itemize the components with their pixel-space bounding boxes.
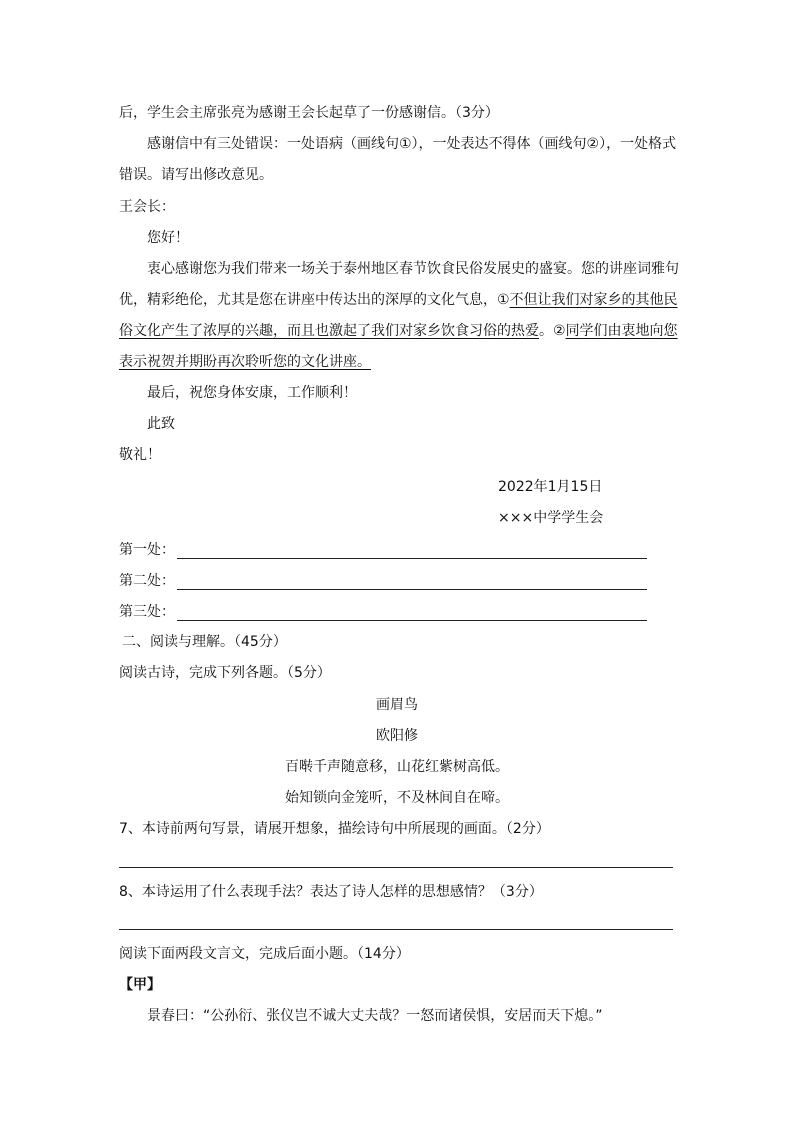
answer-label-second: 第二处： <box>119 573 175 589</box>
letter-date: 2022年1月15日 <box>498 479 603 495</box>
classical-intro: 阅读下面两段文言文，完成后面小题。（14分） <box>119 946 410 962</box>
letter-closing-wish: 最后，祝您身体安康，工作顺利！ <box>147 385 357 401</box>
letter-body-line-3 <box>119 321 678 341</box>
underlined-sentence-2: 同学们由衷地向您 <box>565 323 678 339</box>
poem-line-2: 始知锁向金笼听，不及林间自在啼。 <box>285 790 509 806</box>
letter-salutation: 王会长： <box>119 199 175 215</box>
jia-label: 【甲】 <box>119 977 161 993</box>
letter-body-text: 。② <box>539 323 566 339</box>
jia-text: 景春曰：“公孙衍、张仪岂不诚大丈夫哉？一怒而诸侯惧，安居而天下熄。” <box>147 1008 603 1024</box>
question-7: 7、本诗前两句写景，请展开想象，描绘诗句中所展现的画面。（2分） <box>119 821 550 837</box>
underlined-sentence-1: 不但让我们对家乡的其他民 <box>509 292 678 308</box>
intro-line: 后，学生会主席张亮为感谢王会长起草了一份感谢信。（3分） <box>119 105 499 121</box>
section-2-heading: 二、阅读与理解。（45分） <box>122 634 287 650</box>
poem-author: 欧阳修 <box>376 728 418 744</box>
poem-intro: 阅读古诗，完成下列各题。（5分） <box>119 665 331 681</box>
letter-jingli: 敬礼！ <box>119 447 161 463</box>
underlined-sentence-2-cont: 表示祝贺并期盼再次聆听您的文化讲座。 <box>119 354 371 370</box>
answer-row-second <box>119 570 647 590</box>
poem-line-1: 百啭千声随意移，山花红紫树高低。 <box>285 759 509 775</box>
underlined-sentence-1-cont: 俗文化产生了浓厚的兴趣，而且也激起了我们对家乡饮食习俗的热爱 <box>119 323 539 339</box>
instruction-line-2: 错误。请写出修改意见。 <box>119 167 273 183</box>
question-8: 8、本诗运用了什么表现手法？表达了诗人怎样的思想感情？（3分） <box>119 884 543 900</box>
question-8-answer-line[interactable] <box>119 929 673 930</box>
answer-blank-second[interactable] <box>177 589 647 590</box>
letter-body-line-2 <box>119 290 678 310</box>
letter-cizhi: 此致 <box>147 416 175 432</box>
answer-label-first: 第一处： <box>119 542 175 558</box>
letter-body-line-4 <box>119 352 371 372</box>
answer-blank-first[interactable] <box>177 558 647 559</box>
answer-label-third: 第三处： <box>119 604 175 620</box>
letter-body-line-1: 衷心感谢您为我们带来一场关于泰州地区春节饮食民俗发展史的盛宴。您的讲座词雅句 <box>147 261 679 277</box>
letter-body-text: 优，精彩绝伦，尤其是您在讲座中传达出的深厚的文化气息，① <box>119 292 510 308</box>
poem-title: 画眉鸟 <box>376 697 418 713</box>
answer-blank-third[interactable] <box>177 620 647 621</box>
instruction-line-1: 感谢信中有三处错误：一处语病（画线句①），一处表达不得体（画线句②），一处格式 <box>147 136 677 152</box>
answer-row-third <box>119 601 647 621</box>
letter-signer: ×××中学学生会 <box>498 510 604 526</box>
letter-greeting: 您好！ <box>147 230 189 246</box>
answer-row-first <box>119 539 647 559</box>
question-7-answer-line[interactable] <box>119 867 673 868</box>
